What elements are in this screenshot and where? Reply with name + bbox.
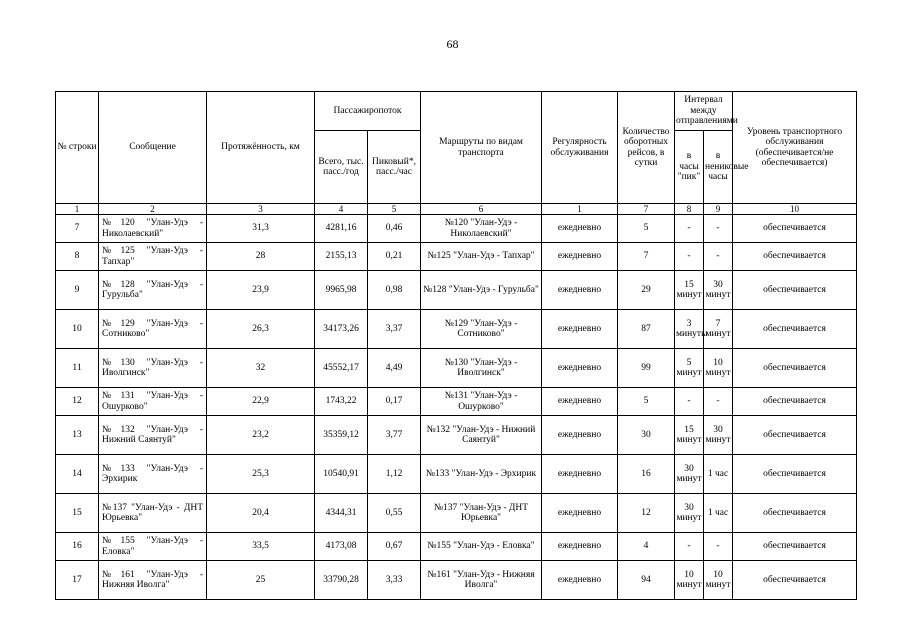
message-cell: №137 "Улан-Удэ - ДНТ Юрьевка" [99, 494, 207, 533]
regularity-cell: ежедневно [542, 494, 618, 533]
message-cell: №132 "Улан-Удэ - Нижний Саянтуй" [99, 416, 207, 455]
column-number: 7 [618, 204, 675, 215]
interval-peak-cell: - [675, 215, 704, 243]
column-number: 2 [99, 204, 207, 215]
message-cell: №125 "Улан-Удэ - Тапхар" [99, 243, 207, 271]
column-number: 5 [368, 204, 421, 215]
interval-offpeak-cell: 1 час [704, 455, 733, 494]
length-cell: 32 [207, 349, 315, 388]
regularity-cell: ежедневно [542, 416, 618, 455]
route-cell: №131 "Улан-Удэ - Ошурково" [421, 388, 542, 416]
peak-flow-cell: 1,12 [368, 455, 421, 494]
length-cell: 20,4 [207, 494, 315, 533]
route-cell: №120 "Улан-Удэ - Николаевский" [421, 215, 542, 243]
row-number: 9 [56, 271, 99, 310]
header-length: Протяжённость, км [207, 92, 315, 204]
interval-peak-cell: 5 минут [675, 349, 704, 388]
message-cell: №120 "Улан-Удэ - Николаевский" [99, 215, 207, 243]
column-number: 1 [542, 204, 618, 215]
total-flow-cell: 4173,08 [315, 533, 368, 561]
total-flow-cell: 33790,28 [315, 561, 368, 600]
interval-offpeak-cell: 10 минут [704, 349, 733, 388]
transport-table [55, 91, 857, 600]
interval-peak-cell: 3 минуты [675, 310, 704, 349]
route-cell: №161 "Улан-Удэ - Нижняя Иволга" [421, 561, 542, 600]
column-number: 4 [315, 204, 368, 215]
message-cell: №128 "Улан-Удэ - Гурульба" [99, 271, 207, 310]
interval-peak-cell: 10 минут [675, 561, 704, 600]
trips-cell: 30 [618, 416, 675, 455]
message-cell: №155 "Улан-Удэ - Еловка" [99, 533, 207, 561]
column-number: 6 [421, 204, 542, 215]
total-flow-cell: 1743,22 [315, 388, 368, 416]
regularity-cell: ежедневно [542, 533, 618, 561]
row-number: 11 [56, 349, 99, 388]
regularity-cell: ежедневно [542, 561, 618, 600]
row-number: 12 [56, 388, 99, 416]
total-flow-cell: 4281,16 [315, 215, 368, 243]
trips-cell: 5 [618, 215, 675, 243]
table-row [56, 349, 857, 388]
table-row [56, 416, 857, 455]
service-level-cell: обеспечивается [733, 243, 857, 271]
interval-offpeak-cell: 30 минут [704, 416, 733, 455]
peak-flow-cell: 3,77 [368, 416, 421, 455]
total-flow-cell: 45552,17 [315, 349, 368, 388]
header-passenger-flow: Пассажиропоток [315, 92, 421, 131]
row-number: 16 [56, 533, 99, 561]
length-cell: 22,9 [207, 388, 315, 416]
row-number: 10 [56, 310, 99, 349]
row-number: 8 [56, 243, 99, 271]
header-message: Сообщение [99, 92, 207, 204]
table-row [56, 388, 857, 416]
interval-peak-cell: 30 минут [675, 455, 704, 494]
column-number: 3 [207, 204, 315, 215]
header-total: Всего, тыс. пасс./год [315, 131, 368, 204]
length-cell: 31,3 [207, 215, 315, 243]
table-row [56, 215, 857, 243]
regularity-cell: ежедневно [542, 215, 618, 243]
interval-offpeak-cell: - [704, 388, 733, 416]
total-flow-cell: 2155,13 [315, 243, 368, 271]
header-row-no: № строки [56, 92, 99, 204]
length-cell: 28 [207, 243, 315, 271]
interval-offpeak-cell: - [704, 533, 733, 561]
length-cell: 25 [207, 561, 315, 600]
message-cell: №133 "Улан-Удэ - Эрхирик [99, 455, 207, 494]
trips-cell: 94 [618, 561, 675, 600]
peak-flow-cell: 0,46 [368, 215, 421, 243]
trips-cell: 5 [618, 388, 675, 416]
row-number: 7 [56, 215, 99, 243]
trips-cell: 16 [618, 455, 675, 494]
service-level-cell: обеспечивается [733, 388, 857, 416]
column-number: 8 [675, 204, 704, 215]
service-level-cell: обеспечивается [733, 416, 857, 455]
length-cell: 23,2 [207, 416, 315, 455]
total-flow-cell: 34173,26 [315, 310, 368, 349]
interval-offpeak-cell: - [704, 243, 733, 271]
row-number: 17 [56, 561, 99, 600]
route-cell: №125 "Улан-Удэ - Тапхар" [421, 243, 542, 271]
header-service-level: Уровень транспортного обслуживания (обеспечивается/не обеспечивается) [733, 92, 857, 204]
row-number: 15 [56, 494, 99, 533]
trips-cell: 87 [618, 310, 675, 349]
trips-cell: 29 [618, 271, 675, 310]
column-number: 1 [56, 204, 99, 215]
message-cell: №161 "Улан-Удэ - Нижняя Иволга" [99, 561, 207, 600]
interval-offpeak-cell: 10 минут [704, 561, 733, 600]
message-cell: №131 "Улан-Удэ - Ошурково" [99, 388, 207, 416]
regularity-cell: ежедневно [542, 310, 618, 349]
column-number: 10 [733, 204, 857, 215]
route-cell: №132 "Улан-Удэ - Нижний Саянтуй" [421, 416, 542, 455]
header-trips: Количество оборотных рейсов, в сутки [618, 92, 675, 204]
interval-peak-cell: 15 минут [675, 271, 704, 310]
total-flow-cell: 4344,31 [315, 494, 368, 533]
interval-peak-cell: 30 минут [675, 494, 704, 533]
interval-peak-cell: - [675, 243, 704, 271]
header-routes: Маршруты по видам транспорта [421, 92, 542, 204]
peak-flow-cell: 0,67 [368, 533, 421, 561]
service-level-cell: обеспечивается [733, 561, 857, 600]
peak-flow-cell: 0,98 [368, 271, 421, 310]
interval-offpeak-cell: 1 час [704, 494, 733, 533]
peak-flow-cell: 3,33 [368, 561, 421, 600]
route-cell: №133 "Улан-Удэ - Эрхирик [421, 455, 542, 494]
service-level-cell: обеспечивается [733, 533, 857, 561]
regularity-cell: ежедневно [542, 349, 618, 388]
peak-flow-cell: 4,49 [368, 349, 421, 388]
row-number: 14 [56, 455, 99, 494]
interval-offpeak-cell: 7 минут [704, 310, 733, 349]
service-level-cell: обеспечивается [733, 494, 857, 533]
peak-flow-cell: 3,37 [368, 310, 421, 349]
regularity-cell: ежедневно [542, 388, 618, 416]
table-row [56, 533, 857, 561]
peak-flow-cell: 0,55 [368, 494, 421, 533]
service-level-cell: обеспечивается [733, 271, 857, 310]
table-row [56, 243, 857, 271]
page-number: 68 [446, 37, 459, 51]
header-interval-offpeak: в нениковые часы [704, 131, 733, 204]
service-level-cell: обеспечивается [733, 455, 857, 494]
row-number: 13 [56, 416, 99, 455]
peak-flow-cell: 0,17 [368, 388, 421, 416]
regularity-cell: ежедневно [542, 455, 618, 494]
route-cell: №155 "Улан-Удэ - Еловка" [421, 533, 542, 561]
total-flow-cell: 9965,98 [315, 271, 368, 310]
route-cell: №130 "Улан-Удэ - Иволгинск" [421, 349, 542, 388]
interval-peak-cell: 15 минут [675, 416, 704, 455]
table-row [56, 310, 857, 349]
service-level-cell: обеспечивается [733, 310, 857, 349]
interval-offpeak-cell: - [704, 215, 733, 243]
service-level-cell: обеспечивается [733, 215, 857, 243]
header-peak: Пиковый*, пасс./час [368, 131, 421, 204]
header-interval: Интервал между отправлениями [675, 92, 733, 131]
total-flow-cell: 10540,91 [315, 455, 368, 494]
route-cell: №137 "Улан-Удэ - ДНТ Юрьевка" [421, 494, 542, 533]
length-cell: 23,9 [207, 271, 315, 310]
column-number: 9 [704, 204, 733, 215]
header-regularity: Регулярность обслуживания [542, 92, 618, 204]
interval-peak-cell: - [675, 388, 704, 416]
regularity-cell: ежедневно [542, 243, 618, 271]
table-row [56, 561, 857, 600]
trips-cell: 12 [618, 494, 675, 533]
table-row [56, 455, 857, 494]
table-row [56, 271, 857, 310]
total-flow-cell: 35359,12 [315, 416, 368, 455]
peak-flow-cell: 0,21 [368, 243, 421, 271]
message-cell: №129 "Улан-Удэ - Сотниково" [99, 310, 207, 349]
length-cell: 25,3 [207, 455, 315, 494]
column-number-row [56, 204, 857, 215]
trips-cell: 4 [618, 533, 675, 561]
trips-cell: 99 [618, 349, 675, 388]
service-level-cell: обеспечивается [733, 349, 857, 388]
interval-offpeak-cell: 30 минут [704, 271, 733, 310]
route-cell: №128 "Улан-Удэ - Гурульба" [421, 271, 542, 310]
length-cell: 33,5 [207, 533, 315, 561]
regularity-cell: ежедневно [542, 271, 618, 310]
interval-peak-cell: - [675, 533, 704, 561]
route-cell: №129 "Улан-Удэ - Сотниково" [421, 310, 542, 349]
trips-cell: 7 [618, 243, 675, 271]
length-cell: 26,3 [207, 310, 315, 349]
header-interval-peak: в часы "пик" [675, 131, 704, 204]
message-cell: №130 "Улан-Удэ - Иволгинск" [99, 349, 207, 388]
table-row [56, 494, 857, 533]
